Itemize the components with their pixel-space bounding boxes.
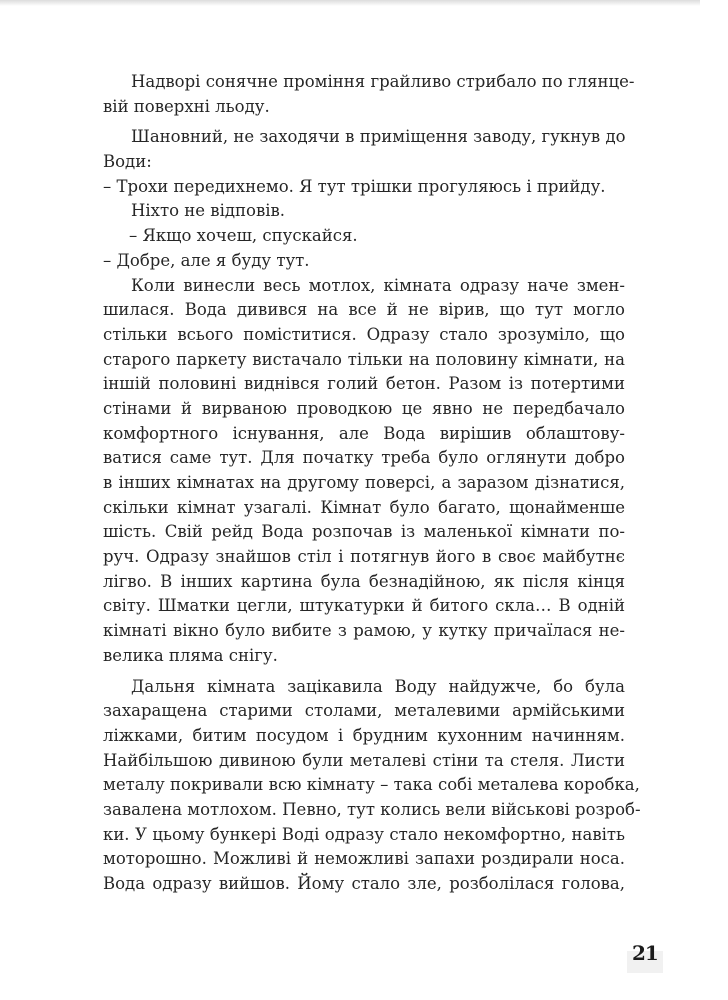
book-page-text xyxy=(103,70,641,897)
text-line: завалена мотлохом. Певно, тут колись вели військові розроб- xyxy=(103,799,641,819)
text-line: ки. У цьому бункері Воді одразу стало некомфортно, навіть xyxy=(103,824,625,844)
text-line: Вода одразу вийшов. Йому стало зле, розболілася голова, xyxy=(103,874,625,893)
text-line: – Якщо хочеш, спускайся. xyxy=(129,226,358,246)
page-number: 21 xyxy=(632,941,658,965)
text-line: руч. Одразу знайшов стіл і потягнув його в своє майбутнє xyxy=(103,547,625,567)
text-line: Води: xyxy=(103,152,152,172)
text-line: Дальня кімната зацікавила Воду найдужче, бо була xyxy=(131,676,625,696)
text-line: старого паркету вистачало тільки на половину кімнати, на xyxy=(103,349,625,369)
text-line: ватися саме тут. Для початку треба було оглянути добро xyxy=(103,448,625,468)
text-line: Надворі сонячне проміння грайливо стрибало по глянце- xyxy=(131,72,635,91)
text-line: шилася. Вода дивився на все й не вірив, що тут могло xyxy=(103,300,625,320)
text-line: Шановний, не заходячи в приміщення заводу, гукнув до xyxy=(131,127,626,147)
text-line: іншій половині виднівся голий бетон. Разом із потертими xyxy=(103,374,625,394)
text-line: стільки всього поміститися. Одразу стало зрозуміло, що xyxy=(103,324,625,344)
text-line: шість. Свій рейд Вода розпочав із маленької кімнати по- xyxy=(103,522,625,542)
text-line: Ніхто не відповів. xyxy=(131,201,286,221)
text-line: моторошно. Можливі й неможливі запахи роздирали носа. xyxy=(103,849,625,869)
text-line: комфортного існування, але Вода вирішив облаштову- xyxy=(103,423,625,443)
text-line: кімнаті вікно було вибите з рамою, у кутку причаїлася не- xyxy=(103,621,625,641)
text-line: Коли винесли весь мотлох, кімната одразу наче змен- xyxy=(131,275,625,295)
text-line: Найбільшою дивиною були металеві стіни та стеля. Листи xyxy=(103,750,625,770)
text-line: лігво. В інших картина була безнадійною, як після кінця xyxy=(103,571,625,591)
text-line: велика пляма снігу. xyxy=(103,645,278,665)
text-line: скільки кімнат узагалі. Кімнат було багато, щонайменше xyxy=(103,497,625,517)
text-line: ліжками, битим посудом і брудним кухонним начинням. xyxy=(103,725,625,745)
text-line: захаращена старими столами, металевими армійськими xyxy=(103,701,625,721)
text-line: – Трохи передихнемо. Я тут трішки прогуляюсь і прийду. xyxy=(103,176,606,196)
text-line: світу. Шматки цегли, штукатурки й битого скла… В одній xyxy=(103,596,625,616)
text-line: металу покривали всю кімнату – така собі металева коробка, xyxy=(103,775,640,795)
text-line: вій поверхні льоду. xyxy=(103,96,270,116)
text-line: – Добре, але я буду тут. xyxy=(103,250,310,270)
text-line: в інших кімнатах на другому поверсі, а заразом дізнатися, xyxy=(103,473,625,492)
page-top-edge-shadow xyxy=(0,0,700,6)
text-line: стінами й вирваною проводкою це явно не передбачало xyxy=(103,398,625,418)
